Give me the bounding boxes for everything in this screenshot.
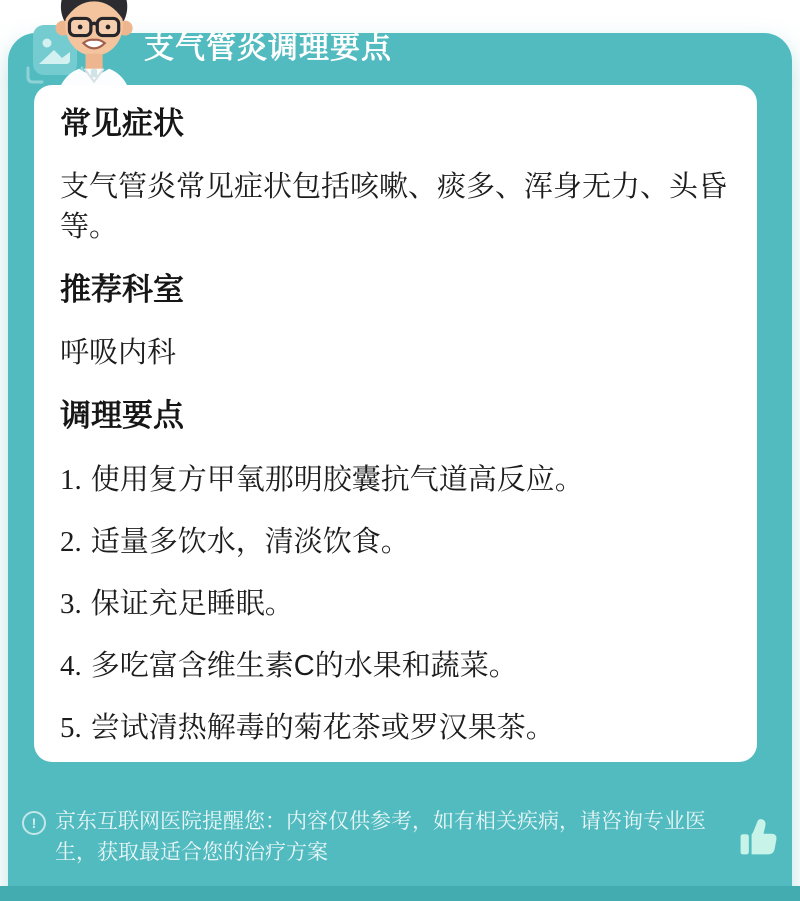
list-text: 保证充足睡眠。	[90, 588, 294, 620]
section-heading-department: 推荐科室	[60, 272, 184, 307]
care-points-list	[60, 461, 729, 747]
thumbs-up-icon[interactable]	[736, 814, 780, 860]
section-heading-symptoms: 常见症状	[60, 106, 184, 141]
disclaimer-text: 京东互联网医院提醒您：内容仅供参考，如有相关疾病，请咨询专业医生，获取最适合您的治疗方案	[55, 810, 706, 864]
disclaimer-footer	[22, 806, 780, 868]
bottom-edge-strip	[0, 886, 800, 901]
care-point-item	[60, 709, 729, 747]
care-point-item	[60, 647, 729, 685]
symptoms-text: 支气管炎常见症状包括咳嗽、痰多、浑身无力、头昏等。	[60, 171, 728, 243]
care-point-item	[60, 461, 729, 499]
list-number: 2.	[60, 526, 82, 558]
list-number: 1.	[60, 464, 82, 496]
section-heading-care-points: 调理要点	[60, 398, 184, 433]
info-circle-icon: !	[22, 811, 46, 835]
list-text: 多吃富含维生素C的水果和蔬菜。	[90, 650, 518, 682]
department-text: 呼吸内科	[60, 337, 177, 369]
bubble-title: 支气管炎调理要点	[144, 32, 392, 65]
list-text: 适量多饮水，清淡饮食。	[90, 526, 410, 558]
list-text: 使用复方甲氧那明胶囊抗气道高反应。	[90, 464, 584, 496]
care-point-item	[60, 585, 729, 623]
advice-card	[34, 85, 757, 762]
list-number: 5.	[60, 712, 82, 744]
list-text: 尝试清热解毒的菊花茶或罗汉果茶。	[90, 712, 555, 744]
care-point-item	[60, 523, 729, 561]
list-number: 3.	[60, 588, 82, 620]
list-number: 4.	[60, 650, 82, 682]
